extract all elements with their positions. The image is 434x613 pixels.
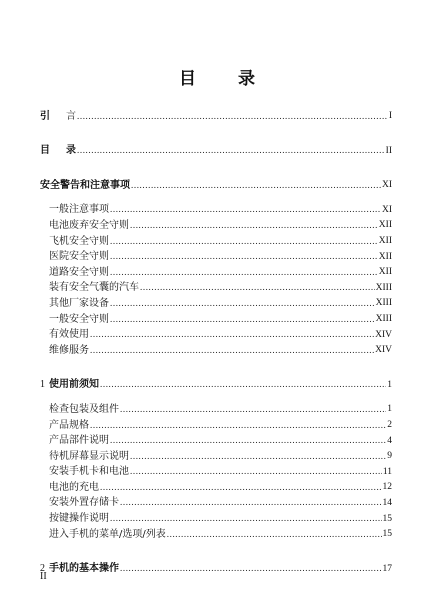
toc-entry-hospital-safety[interactable]: [40, 247, 392, 263]
toc-entry-label: 飞机安全守则: [49, 235, 109, 247]
toc-page-number: 2: [387, 420, 392, 430]
dot-leader: [140, 283, 375, 292]
toc-entry-label: 1 使用前须知: [40, 379, 99, 391]
toc-entry-repair-service[interactable]: [40, 340, 392, 356]
page-footer-number: II: [40, 571, 47, 582]
toc-entry-label: 产品规格: [49, 419, 89, 431]
dot-leader: [110, 299, 375, 308]
toc-entry-label: 电池的充电: [49, 481, 99, 493]
toc-entry-label: 有效使用: [49, 329, 89, 341]
toc-page-number: 17: [382, 563, 392, 574]
toc-page-number: 15: [382, 529, 392, 540]
toc-entry-memory-card[interactable]: [40, 493, 392, 509]
toc-entry-install-sim-battery[interactable]: [40, 462, 392, 478]
toc-page-number: XIII: [375, 282, 392, 293]
toc-entry-other-devices[interactable]: [40, 293, 392, 309]
dot-leader: [120, 564, 382, 573]
toc-entry-menus[interactable]: [40, 524, 392, 540]
toc-page-number: XII: [378, 251, 392, 262]
toc-page-number: XII: [378, 267, 392, 278]
dot-leader: [90, 421, 386, 430]
toc-entry-chapter-2[interactable]: [40, 559, 392, 575]
toc-page-number: XII: [378, 236, 392, 247]
toc-entry-parts-description[interactable]: [40, 431, 392, 447]
toc-entry-efficient-use[interactable]: [40, 325, 392, 341]
toc-page-number: 15: [382, 513, 392, 524]
toc-entry-label: 电池废弃安全守则: [49, 219, 129, 231]
toc-entry-general-precautions[interactable]: [40, 200, 392, 216]
toc-page-number: XIII: [375, 314, 392, 325]
toc-entry-chapter-1[interactable]: [40, 375, 392, 391]
toc-entry-key-operations[interactable]: [40, 508, 392, 524]
toc-page-number: XII: [378, 220, 392, 231]
toc-page-number: 1: [387, 379, 392, 390]
dot-leader: [100, 483, 382, 492]
toc-page-number: 1: [387, 404, 392, 415]
toc-page-number: I: [388, 111, 392, 122]
dot-leader: [110, 514, 382, 523]
toc-entry-road-safety[interactable]: [40, 262, 392, 278]
toc-entry-label: 进入手机的菜单/选项/列表: [49, 528, 166, 540]
toc-entry-safety-warnings[interactable]: [40, 175, 392, 191]
dot-leader: [77, 146, 385, 155]
toc-entry-label: 一般注意事项: [49, 204, 109, 216]
toc-entry-label: 医院安全守则: [49, 251, 109, 263]
dot-leader: [110, 315, 375, 324]
dot-leader: [130, 467, 382, 476]
toc-page-number: XI: [381, 204, 392, 215]
toc-entry-aircraft-safety[interactable]: [40, 231, 392, 247]
toc-entry-airbag-vehicles[interactable]: [40, 278, 392, 294]
toc-entry-specifications[interactable]: [40, 415, 392, 431]
toc-entry-label: 维修服务: [49, 344, 89, 356]
toc-page-number: 12: [382, 482, 392, 493]
toc-entry-label: 按键操作说明: [49, 513, 109, 525]
dot-leader: [110, 237, 378, 246]
chapter-number: 2: [40, 563, 45, 575]
toc-page-number: 4: [387, 435, 392, 446]
toc-page-number: 11: [382, 466, 392, 477]
toc-entry-label: 2 手机的基本操作: [40, 563, 119, 575]
toc-entry-label: 道路安全守则: [49, 266, 109, 278]
toc-entry-label: 产品部件说明: [49, 435, 109, 447]
toc-page-number: 9: [387, 451, 392, 462]
toc-entry-label: 待机屏幕显示说明: [49, 450, 129, 462]
toc-page-number: XI: [381, 180, 392, 191]
dot-leader: [100, 380, 386, 389]
toc-entry-battery-disposal[interactable]: [40, 215, 392, 231]
toc-entry-label: 安装手机卡和电池: [49, 466, 129, 478]
toc-entry-label: 目 录: [40, 145, 76, 157]
table-of-contents: [40, 106, 392, 574]
dot-leader: [120, 405, 386, 414]
dot-leader: [110, 205, 381, 214]
toc-entry-label: 一般安全守则: [49, 313, 109, 325]
toc-entry-label: 安装外置存储卡: [49, 497, 119, 509]
dot-leader: [120, 498, 382, 507]
toc-entry-label: 检查包装及组件: [49, 403, 119, 415]
dot-leader: [131, 181, 381, 190]
toc-page-number: XIV: [375, 329, 392, 340]
dot-leader: [90, 330, 374, 339]
toc-entry-label: 引 言: [40, 110, 76, 122]
toc-entry-contents[interactable]: [40, 141, 392, 157]
toc-page-number: XIV: [375, 345, 392, 356]
toc-entry-label: 安全警告和注意事项: [40, 179, 130, 191]
toc-entry-general-safety[interactable]: [40, 309, 392, 325]
dot-leader: [110, 436, 386, 445]
dot-leader: [110, 268, 378, 277]
dot-leader: [167, 530, 382, 539]
toc-page-number: XIII: [375, 298, 392, 309]
dot-leader: [130, 221, 378, 230]
toc-entry-battery-charging[interactable]: [40, 477, 392, 493]
dot-leader: [90, 346, 374, 355]
toc-entry-standby-screen[interactable]: [40, 446, 392, 462]
toc-page-number: 14: [382, 497, 392, 508]
dot-leader: [130, 452, 386, 461]
dot-leader: [77, 112, 388, 121]
toc-entry-foreword[interactable]: [40, 106, 392, 122]
dot-leader: [110, 252, 378, 261]
toc-page-number: II: [385, 145, 392, 156]
toc-entry-label: 装有安全气囊的汽车: [49, 282, 139, 294]
toc-entry-label: 其他厂家设备: [49, 297, 109, 309]
chapter-number: 1: [40, 379, 45, 391]
page-title: 目 录: [179, 69, 273, 89]
toc-entry-check-package[interactable]: [40, 399, 392, 415]
